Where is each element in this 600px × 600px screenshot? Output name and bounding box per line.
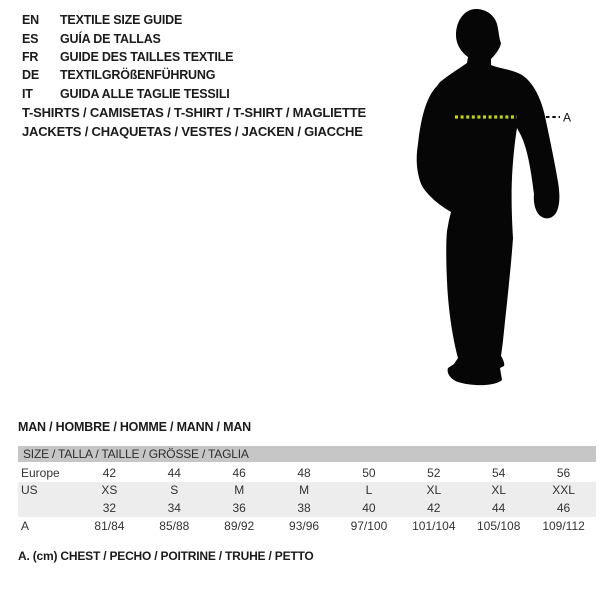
- size-cell: 42: [427, 500, 441, 515]
- man-silhouette: [410, 6, 572, 388]
- size-cell: 81/84: [94, 518, 125, 533]
- size-cell: L: [365, 483, 373, 498]
- section-title-man: MAN / HOMBRE / HOMME / MANN / MAN: [18, 420, 251, 434]
- language-row: [22, 66, 233, 84]
- size-cell: M: [299, 483, 310, 498]
- size-cell: 44: [492, 500, 506, 515]
- language-label: TEXTILGRÖßENFÜHRUNG: [60, 68, 216, 83]
- size-cell: XL: [491, 483, 507, 498]
- language-label: GUÍA DE TALLAS: [60, 31, 161, 46]
- size-cell: XS: [101, 483, 118, 498]
- table-row: [18, 482, 596, 500]
- table-row: [18, 517, 596, 535]
- size-cell: 48: [297, 465, 311, 480]
- size-cell: 54: [492, 465, 506, 480]
- language-row: [22, 85, 233, 103]
- size-cell: 38: [297, 500, 311, 515]
- language-label: GUIDA ALLE TAGLIE TESSILI: [60, 86, 230, 101]
- size-cell: 42: [102, 465, 117, 480]
- size-cell: 105/108: [476, 518, 521, 533]
- size-cell: 36: [232, 500, 246, 515]
- size-cell: 46: [232, 465, 246, 480]
- measurement-footnote: A. (cm) CHEST / PECHO / POITRINE / TRUHE / PETTO: [18, 549, 314, 563]
- size-cell: 44: [167, 465, 181, 480]
- table-row: [18, 499, 596, 517]
- size-cell: 50: [362, 465, 376, 480]
- size-cell: 89/92: [224, 518, 255, 533]
- language-row: [22, 29, 233, 47]
- language-row: [22, 48, 233, 66]
- row-label: Europe: [21, 465, 60, 480]
- language-label: TEXTILE SIZE GUIDE: [60, 13, 183, 28]
- language-row: [22, 11, 233, 29]
- size-cell: S: [170, 483, 179, 498]
- size-table-header: SIZE / TALLA / TAILLE / GRÖSSE / TAGLIA: [18, 446, 596, 462]
- size-cell: 97/100: [350, 518, 388, 533]
- size-cell: M: [234, 483, 245, 498]
- language-label: GUIDE DES TAILLES TEXTILE: [60, 49, 234, 64]
- category-line-tshirts: T-SHIRTS / CAMISETAS / T-SHIRT / T-SHIRT / MAGLIETTE: [22, 105, 366, 120]
- measure-label-a: A: [563, 110, 572, 125]
- category-list: [22, 104, 366, 141]
- language-code: IT: [22, 86, 33, 101]
- size-cell: 40: [362, 500, 376, 515]
- size-cell: 52: [427, 465, 441, 480]
- size-table: [18, 446, 596, 534]
- size-cell: 34: [167, 500, 181, 515]
- size-cell: 32: [102, 500, 117, 515]
- size-cell: 109/112: [542, 518, 585, 533]
- size-cell: 101/104: [412, 518, 456, 533]
- table-row: [18, 464, 596, 482]
- size-cell: 85/88: [159, 518, 190, 533]
- language-list: [22, 11, 233, 103]
- row-label: US: [21, 483, 38, 498]
- size-table-body: [18, 464, 596, 534]
- size-cell: 93/96: [289, 518, 320, 533]
- language-code: FR: [22, 49, 39, 64]
- man-silhouette-shape: [417, 9, 560, 385]
- size-cell: 56: [556, 465, 571, 480]
- size-cell: XL: [426, 483, 442, 498]
- man-silhouette-figure: [410, 6, 572, 388]
- category-line-jackets: JACKETS / CHAQUETAS / VESTES / JACKEN / GIACCHE: [22, 123, 363, 139]
- language-code: DE: [22, 68, 39, 83]
- row-label: A: [21, 518, 30, 533]
- size-cell: 46: [556, 500, 571, 515]
- language-code: EN: [22, 13, 39, 28]
- size-cell: XXL: [552, 483, 575, 498]
- language-code: ES: [22, 31, 39, 46]
